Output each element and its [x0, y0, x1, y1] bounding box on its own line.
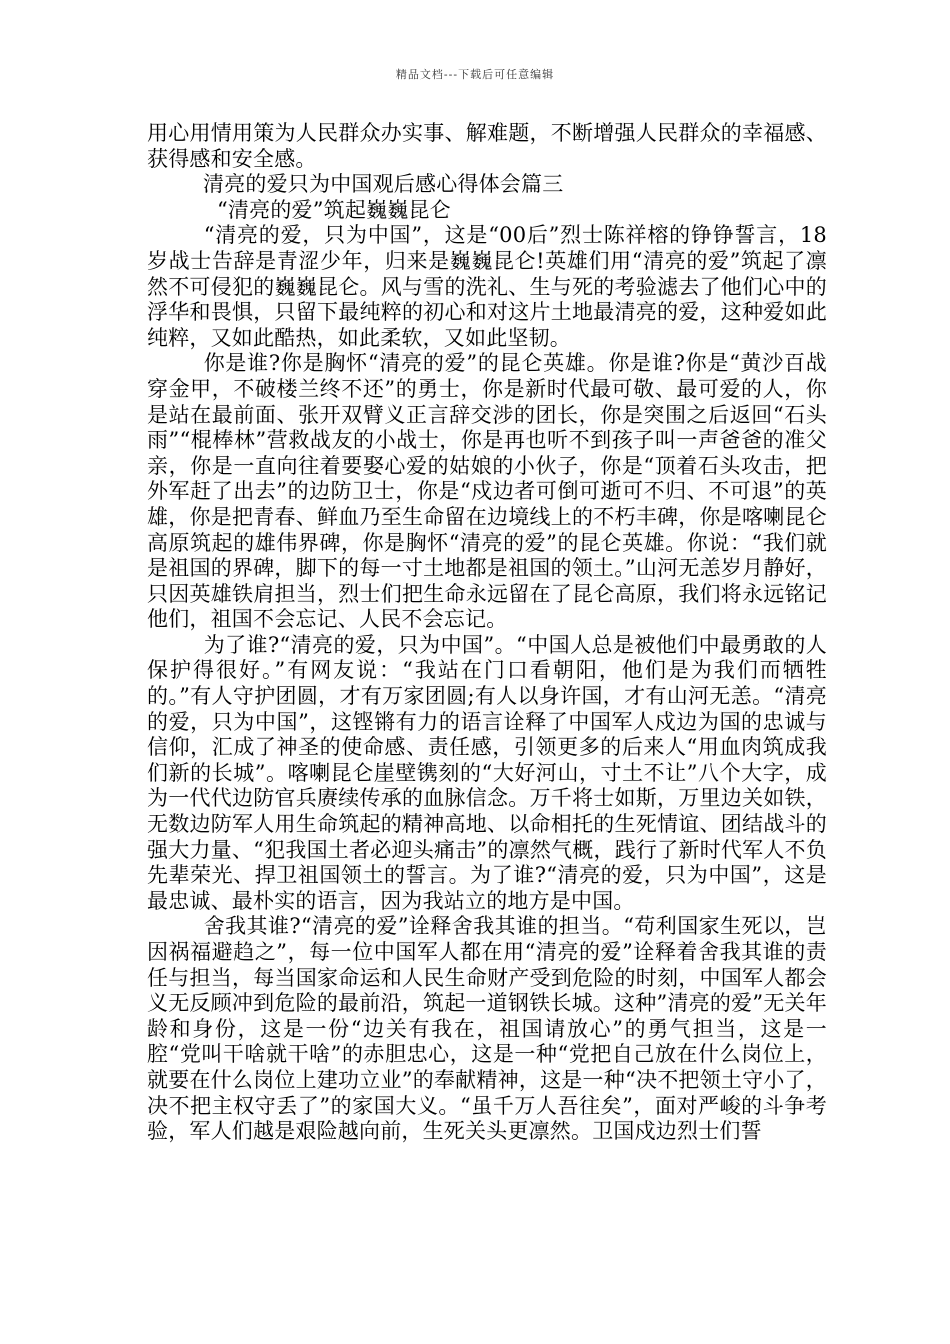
- document-body: [147, 121, 827, 1145]
- paragraph: 为了谁?“清亮的爱，只为中国”。“中国人总是被他们中最勇敢的人保护得很好。”有网友说：“我站在门口看朝阳，他们是为我们而牺牲的。”有人守护团圆，才有万家团圆;有人以身许国，才有山河无恙。“清亮的爱，只为中国”，这铿锵有力的语言诠释了中国军人戍边为国的忠诚与信仰，汇成了神圣的使命感、责任感，引领更多的后来人“用血肉筑成我们新的长城”。喀喇昆仑崖壁镌刻的“大好河山，寸土不让”八个大字，成为一代代边防官兵赓续传承的血脉信念。万千将士如斯，万里边关如铁，无数边防军人用生命筑起的精神高地、以命相托的生死情谊、团结战斗的强大力量、“犯我国土者必迎头痛击”的凛然气概，践行了新时代军人不负先辈荣光、捍卫祖国领土的誓言。为了谁?“清亮的爱，只为中国”，这是最忠诚、最朴实的语言，因为我站立的地方是中国。: [147, 632, 827, 913]
- section-subheading: “清亮的爱”筑起巍巍昆仑: [217, 197, 451, 222]
- paragraph: 舍我其谁?“清亮的爱”诠释舍我其谁的担当。“苟利国家生死以，岂因祸福避趋之”，每一位中国军人都在用“清亮的爱”诠释着舍我其谁的责任与担当，每当国家命运和人民生命财产受到危险的时刻，中国军人都会义无反顾冲到危险的最前沿，筑起一道钢铁长城。这种”清亮的爱”无关年龄和身份，这是一份“边关有我在，祖国请放心”的勇气担当，这是一腔“党叫干啥就干啥”的赤胆忠心，这是一种“党把自己放在什么岗位上，就要在什么岗位上建功立业”的奉献精神，这是一种“决不把领土守小了，决不把主权守丢了”的家国大义。“虽千万人吾往矣”，面对严峻的斗争考验，军人们越是艰险越向前，生死关头更凛然。卫国戍边烈士们誓: [147, 914, 827, 1144]
- page-header: 精品文档---下载后可任意编辑: [395, 68, 555, 81]
- paragraph: 你是谁?你是胸怀“清亮的爱”的昆仑英雄。你是谁?你是“黄沙百战穿金甲，不破楼兰终不还”的勇士，你是新时代最可敬、最可爱的人，你是站在最前面、张开双臂义正言辞交涉的团长，你是突围之后返回“石头雨”“棍棒林”营救战友的小战士，你是再也听不到孩子叫一声爸爸的准父亲，你是一直向往着要娶心爱的姑娘的小伙子，你是“顶着石头攻击，把外军赶了出去”的边防卫士，你是“戍边者可倒可逝可不归、不可退”的英雄，你是把青春、鲜血乃至生命留在边境线上的不朽丰碑，你是喀喇昆仑高原筑起的雄伟界碑，你是胸怀“清亮的爱”的昆仑英雄。你说：“我们就是祖国的界碑，脚下的每一寸土地都是祖国的领土。”山河无恙岁月静好，只因英雄铁肩担当，烈士们把生命永远留在了昆仑高原，我们将永远铭记他们，祖国不会忘记、人民不会忘记。: [147, 351, 827, 632]
- paragraph-continuation: 用心用情用策为人民群众办实事、解难题，不断增强人民群众的幸福感、获得感和安全感。: [147, 121, 827, 171]
- paragraph: “清亮的爱，只为中国”，这是“00后”烈士陈祥榕的铮铮誓言，18岁战士告辞是青涩少年，归来是巍巍昆仑!英雄们用“清亮的爱”筑起了凛然不可侵犯的巍巍昆仑。风与雪的洗礼、生与死的考验滤去了他们心中的浮华和畏惧，只留下最纯粹的初心和对这片土地最清亮的爱，这种爱如此纯粹，又如此酷热，如此柔软，又如此坚韧。: [147, 223, 827, 350]
- section-heading: 清亮的爱只为中国观后感心得体会篇三: [203, 172, 564, 197]
